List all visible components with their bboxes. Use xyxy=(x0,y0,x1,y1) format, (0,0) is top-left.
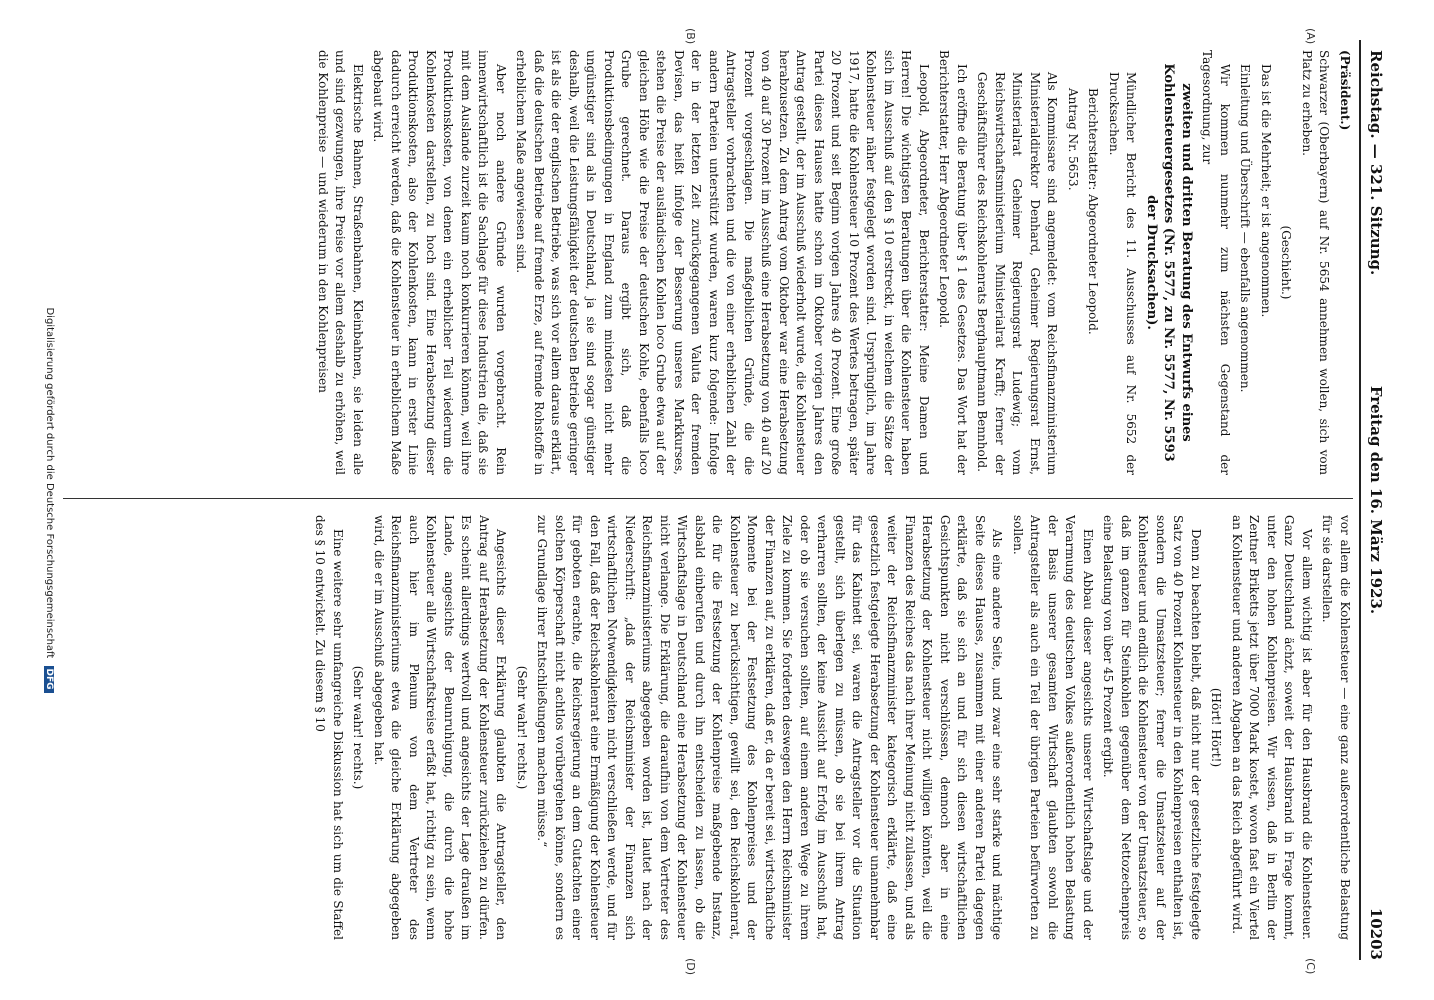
speaker-label: (Präsident.) xyxy=(1338,50,1352,131)
speech-paragraph: Vor allem wichtig ist aber für den Hausbrand die Kohlensteuer. Ganz Deutschland ächzt, soweit der Hausbrand in Frage kommt, unter den hohen Kohlenpreisen. Wir wissen, daß in Berlin der Zentner Briketts jetzt über 7000 Mark kostet, wovon fast ein Viertel an Kohlensteuer und anderen Abgaben an das Reich abgeführt wird. xyxy=(1230,515,1314,940)
margin-letter-c: (C) xyxy=(1304,958,1317,975)
rotated-page xyxy=(37,20,1397,980)
speech-paragraph: Leopold, Abgeordneter, Berichterstatter: Meine Damen und Herren! Die wichtigsten Beratungen über die Kohlensteuer haben sich im Ausschuß auf den § 10 erstreckt, in welchem die Sätze der Kohlensteuer näher festgelegt worden sind. Ursprünglich, im Jahre 1917, hatte die Kohlensteuer 10 Prozent des Wertes betragen, später 20 Prozent und seit Beginn vorigen Jahres 40 Prozent. Eine große Partei dieses Hauses hatte schon im Oktober vorigen Jahres den Antrag gestellt, der im Ausschuß wiederholt wurde, die Kohlensteuer herabzusetzen. Zu dem Antrag vom Oktober war eine Herabsetzung von 40 auf 30 Prozent im Ausschuß eine Herabsetzung von 40 auf 20 Prozent vorgeschlagen. Die maßgeblichen Gründe, die die Antragsteller vorbrachten und die von einer erheblichen Zahl der andern Parteien unterstützt wurden, waren kurz folgende: Infolge der in der letzten Zeit zurückgegangenen Valuta der fremden Devisen, das heißt infolge der Besserung unseres Markkurses, stehen die Preise der ausländischen Kohlen loco Grube etwa auf der gleichen Höhe wie die Preise der deutschen Kohle, ebenfalls loco Grube gerechnet. Daraus ergibt sich, daß die Produktionsbedingungen in England zum mindesten nicht mehr ungünstiger sind als in Deutschland, ja sie sind sogar günstiger deshalb, weil die Leistungsfähigkeit der deutschen Betriebe geringer ist als die der englischen Betriebe, was sich vor allem daraus erklärt, daß die deutschen Betriebe auf fremde Erze, auf fremde Rohstoffe in erheblichem Maße angewiesen sind. xyxy=(514,50,931,475)
report-note: Mündlicher Bericht des 11. Ausschusses auf Nr. 5652 der Drucksachen. xyxy=(1107,72,1139,475)
interjection: (Sehr wahr! rechts.) xyxy=(351,665,366,790)
rapporteur: Berichterstatter: Abgeordneter Leopold. xyxy=(1086,88,1101,335)
speech-paragraph: Aber noch andere Gründe wurden vorgebracht. Rein innenwirtschaftlich ist die Sachlage für diese Industrien die, daß sie mit dem Auslande zurzeit kaum noch konkurrieren können, weil ihre Produktionskosten, von denen ein erheblicher Teil wiederum die Kohlenkosten darstellen, zu hoch sind. Eine Herabsetzung dieser Produktionskosten, also der Kohlenkosten, kann in erster Linie dadurch erreicht werden, daß die Kohlensteuer in erheblichem Maße abgebaut wird. xyxy=(371,50,508,475)
paragraph: Ich eröffne die Beratung über § 1 des Gesetzes. Das Wort hat der Berichterstatter, Herr Abgeordneter Leopold. xyxy=(937,50,969,475)
paragraph: Das ist die Mehrheit; er ist angenommen. xyxy=(1259,64,1273,318)
speech-paragraph: Einen Abbau dieser angesichts unserer Wirtschaftslage und der Verarmung des deutschen Volkes außerordentlich hohen Belastung der Basis unserer gesamten Wirtschaft glaubten sowohl die Antragsteller als auch ein Teil der übrigen Parteien befürworten zu sollen. xyxy=(1011,515,1095,940)
header-date: Freitag den 16. März 1923. xyxy=(1367,385,1385,615)
margin-letter-a: (A) xyxy=(1304,28,1317,45)
interjection: (Sehr wahr! rechts.) xyxy=(515,665,529,790)
page-header xyxy=(1363,30,1389,970)
header-rule xyxy=(1359,40,1361,960)
left-column xyxy=(53,50,1353,475)
paragraph: Einleitung und Überschrift — ebenfalls angenommen. xyxy=(1238,64,1253,393)
paragraph: Schwarzer (Oberbayern) auf Nr. 5654 annehmen wollen, sich vom Platz zu erheben. xyxy=(1300,50,1332,475)
speech-paragraph: Denn zu beachten bleibt, daß nicht nur der gesetzliche festgelegte Satz von 40 Prozent Kohlensteuer in den Kohlenpreisen enthalten ist, sondern die Umsatzsteuer; ferner die Umsatzsteuer auf der Kohlensteuer und endlich die Kohlensteuer von der Umsatzsteuer, so daß im ganzen für Steinkohlen gegenüber dem Nettozechenpreis eine Belastung von über 45 Prozent ergibt. xyxy=(1101,515,1203,940)
page-number: 10203 xyxy=(1367,907,1385,960)
commissioners: Als Kommissare sind angemeldet: vom Reichsfinanzministerium Ministerialdirektor Denhard, Geheimer Regierungsrat Ernst, Ministerialrat Geheimer Regierungsrat Ludewig; vom Reichswirtschaftsministerium Ministerialrat Krafft; ferner der Geschäftsführer des Reichskohlenrats Berghauptmann Bennhold. xyxy=(975,72,1060,475)
speech-paragraph: Angesichts dieser Erklärung glaubten die Antragsteller, den Antrag auf Herabsetzung der Kohlensteuer zurückziehen zu dürfen. Es scheint allerdings wertvoll und angesichts der Lage draußen im Lande, angesichts der Beunruhigung, die durch die hohe Kohlensteuer alle Wirtschaftskreise erfaßt hat, richtig zu sein, wenn auch hier im Plenum von dem Vertreter des Reichsfinanzministeriums etwa die gleiche Erklärung abgegeben wird, die er im Ausschuß abgegeben hat. xyxy=(372,515,509,940)
column-divider xyxy=(63,498,1353,499)
header-left: Reichstag. — 321. Sitzung. xyxy=(1367,50,1385,276)
digitization-footer xyxy=(44,20,55,980)
interjection: (Hört! Hört!) xyxy=(1209,687,1224,768)
margin-letter-b: (B) xyxy=(684,28,697,45)
motion-number: Antrag Nr. 5653. xyxy=(1066,88,1080,191)
speech-paragraph: Elektrische Bahnen, Straßenbahnen, Kleinbahnen, sie leiden alle und sind gezwungen, ihre Preise vor allem deshalb zu erhöhen, weil die Kohlenpreise — und wiederum in den Kohlenpreisen xyxy=(316,50,365,475)
right-column xyxy=(53,515,1353,940)
speech-paragraph: vor allem die Kohlensteuer — eine ganz außerordentliche Belastung für sie darstellen. xyxy=(1320,515,1352,940)
speech-paragraph: Eine weitere sehr umfangreiche Diskussion hat sich um die Staffel des § 10 entwickelt. Zu diesem § 10 xyxy=(313,515,345,940)
dfg-logo: DFG xyxy=(44,666,54,693)
speech-paragraph: Als eine andere Seite, und zwar eine sehr starke und mächtige Seite dieses Hauses, zusammen mit einer anderen Partei dagegen erklärte, daß sie sich an und für sich diesen wirtschaftlichen Gesichtspunkten nicht verschlössen, dennoch aber in eine Herabsetzung der Kohlensteuer nicht willigen könnten, weil die Finanzen des Reiches das nach ihrer Meinung nicht zulassen, und als weiter der Reichsfinanzminister kategorisch erklärte, daß eine gesetzlich festgelegte Herabsetzung der Kohlensteuer unannehmbar für das Kabinett sei, waren die Antragsteller vor die Situation gestellt, sich überlegen zu müssen, ob sie bei ihrem Antrag verharren sollten, der keine Aussicht auf Erfolg im Ausschuß hat, oder ob sie versuchen sollten, auf einem anderen Wege zu ihrem Ziele zu kommen. Sie forderten deswegen den Herrn Reichsminister der Finanzen auf, zu erklären, daß er, da er bereit sei, wirtschaftliche Momente bei der Festsetzung des Kohlenpreises und der Kohlensteuer zu berücksichtigen, gewillt sei, den Reichskohlenrat, die für die Festsetzung der Kohlenpreise maßgebende Instanz, alsbald einberufen und durch ihn entscheiden zu lassen, ob die Wirtschaftslage in Deutschland eine Herabsetzung der Kohlensteuer nicht verlange. Die Erklärung, die daraufhin von dem Vertreter des Reichsfinanzministeriums abgegeben worden ist, lautet nach der Niederschrift: „daß der Reichsminister der Finanzen sich wirtschaftlichen Notwendigkeiten nicht verschließen werde, und für den Fall, daß der Reichskohlenrat eine Ermäßigung der Kohlensteuer für geboten erachte, die Reichsregierung an dem Gutachten einer solchen Körperschaft nicht achtlos vorübergehen könne, sondern es zur Grundlage ihrer Entschließungen machen müsse.“ xyxy=(535,515,1005,940)
footer-text: Digitalisierung gefördert durch die Deutsche Forschungsgemeinschaft xyxy=(44,307,55,659)
paragraph: Wir kommen nunmehr zum nächsten Gegenstand der Tagesordnung, zur xyxy=(1200,50,1232,475)
agenda-item-title: zweiten und dritten Beratung des Entwurfs eines Kohlensteuergesetzes (Nr. 5577, zu Nr. 5577, Nr. 5593 der Drucksachen). xyxy=(1144,63,1194,462)
stage-direction: (Geschieht.) xyxy=(1279,225,1294,300)
margin-letter-d: (D) xyxy=(684,958,697,976)
